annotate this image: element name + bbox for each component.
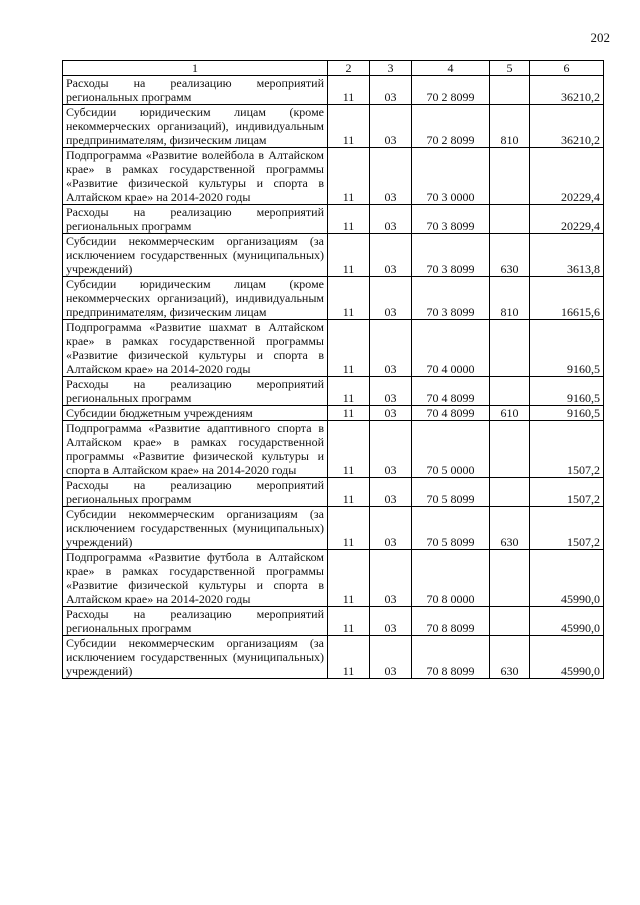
amount: 36210,2 — [530, 105, 604, 148]
amount: 9160,5 — [530, 406, 604, 421]
table-row — [63, 148, 604, 205]
header-col-1: 1 — [63, 61, 328, 76]
table-row — [63, 320, 604, 377]
section-code: 11 — [328, 636, 370, 679]
header-col-5: 5 — [490, 61, 530, 76]
expense-type-code: 630 — [490, 636, 530, 679]
expense-name: Субсидии бюджетным учреждениям — [63, 406, 328, 421]
table-row — [63, 607, 604, 636]
table-row — [63, 76, 604, 105]
target-article-code: 70 8 8099 — [412, 636, 490, 679]
expense-name: Субсидии некоммерческим организациям (за исключением государственных (муниципальных) учреждений) — [63, 636, 328, 679]
section-code: 11 — [328, 550, 370, 607]
table-row — [63, 205, 604, 234]
section-code: 11 — [328, 320, 370, 377]
expense-type-code — [490, 205, 530, 234]
subsection-code: 03 — [370, 105, 412, 148]
expense-name: Расходы на реализацию мероприятий региональных программ — [63, 205, 328, 234]
amount: 45990,0 — [530, 550, 604, 607]
target-article-code: 70 8 8099 — [412, 607, 490, 636]
expense-name: Расходы на реализацию мероприятий региональных программ — [63, 478, 328, 507]
expense-type-code — [490, 421, 530, 478]
section-code: 11 — [328, 406, 370, 421]
target-article-code: 70 4 0000 — [412, 320, 490, 377]
section-code: 11 — [328, 76, 370, 105]
amount: 3613,8 — [530, 234, 604, 277]
section-code: 11 — [328, 105, 370, 148]
expense-type-code: 810 — [490, 105, 530, 148]
amount: 45990,0 — [530, 607, 604, 636]
amount: 9160,5 — [530, 320, 604, 377]
section-code: 11 — [328, 148, 370, 205]
amount: 1507,2 — [530, 507, 604, 550]
expense-name: Расходы на реализацию мероприятий региональных программ — [63, 607, 328, 636]
table-body — [63, 76, 604, 679]
target-article-code: 70 5 8099 — [412, 478, 490, 507]
subsection-code: 03 — [370, 550, 412, 607]
table-row — [63, 478, 604, 507]
header-row — [63, 61, 604, 76]
section-code: 11 — [328, 277, 370, 320]
header-col-3: 3 — [370, 61, 412, 76]
expense-name: Субсидии юридическим лицам (кроме некоммерческих организаций), индивидуальным предпринимателям, физическим лицам — [63, 105, 328, 148]
subsection-code: 03 — [370, 377, 412, 406]
expense-type-code — [490, 607, 530, 636]
section-code: 11 — [328, 234, 370, 277]
table-header — [63, 61, 604, 76]
target-article-code: 70 8 0000 — [412, 550, 490, 607]
subsection-code: 03 — [370, 148, 412, 205]
table-row — [63, 636, 604, 679]
expense-type-code — [490, 478, 530, 507]
subsection-code: 03 — [370, 478, 412, 507]
target-article-code: 70 5 0000 — [412, 421, 490, 478]
section-code: 11 — [328, 205, 370, 234]
subsection-code: 03 — [370, 507, 412, 550]
section-code: 11 — [328, 421, 370, 478]
header-col-6: 6 — [530, 61, 604, 76]
amount: 1507,2 — [530, 421, 604, 478]
expense-type-code — [490, 320, 530, 377]
expense-name: Подпрограмма «Развитие шахмат в Алтайском крае» в рамках государственной программы «Развитие физической культуры и спорта в Алтайском крае» на 2014-2020 годы — [63, 320, 328, 377]
expense-type-code — [490, 76, 530, 105]
target-article-code: 70 3 8099 — [412, 205, 490, 234]
amount: 20229,4 — [530, 205, 604, 234]
subsection-code: 03 — [370, 205, 412, 234]
target-article-code: 70 3 8099 — [412, 234, 490, 277]
subsection-code: 03 — [370, 421, 412, 478]
expense-type-code: 630 — [490, 234, 530, 277]
amount: 45990,0 — [530, 636, 604, 679]
expense-name: Субсидии юридическим лицам (кроме некоммерческих организаций), индивидуальным предпринимателям, физическим лицам — [63, 277, 328, 320]
expense-name: Расходы на реализацию мероприятий региональных программ — [63, 76, 328, 105]
amount: 9160,5 — [530, 377, 604, 406]
subsection-code: 03 — [370, 76, 412, 105]
amount: 36210,2 — [530, 76, 604, 105]
section-code: 11 — [328, 607, 370, 636]
subsection-code: 03 — [370, 320, 412, 377]
amount: 1507,2 — [530, 478, 604, 507]
expense-name: Подпрограмма «Развитие адаптивного спорта в Алтайском крае» в рамках государственной программы «Развитие физической культуры и спорта в Алтайском крае» на 2014-2020 годы — [63, 421, 328, 478]
target-article-code: 70 5 8099 — [412, 507, 490, 550]
table-row — [63, 234, 604, 277]
amount: 16615,6 — [530, 277, 604, 320]
subsection-code: 03 — [370, 406, 412, 421]
table-row — [63, 406, 604, 421]
target-article-code: 70 2 8099 — [412, 76, 490, 105]
table-row — [63, 507, 604, 550]
section-code: 11 — [328, 377, 370, 406]
expense-type-code: 630 — [490, 507, 530, 550]
header-col-2: 2 — [328, 61, 370, 76]
target-article-code: 70 3 8099 — [412, 277, 490, 320]
budget-table — [62, 60, 604, 679]
expense-name: Субсидии некоммерческим организациям (за исключением государственных (муниципальных) учреждений) — [63, 234, 328, 277]
expense-type-code: 810 — [490, 277, 530, 320]
table-row — [63, 421, 604, 478]
table-row — [63, 105, 604, 148]
subsection-code: 03 — [370, 234, 412, 277]
expense-name: Расходы на реализацию мероприятий региональных программ — [63, 377, 328, 406]
expense-type-code — [490, 377, 530, 406]
expense-name: Подпрограмма «Развитие волейбола в Алтайском крае» в рамках государственной программы «Развитие физической культуры и спорта в Алтайском крае» на 2014-2020 годы — [63, 148, 328, 205]
expense-type-code — [490, 148, 530, 205]
expense-type-code — [490, 550, 530, 607]
expense-type-code: 610 — [490, 406, 530, 421]
target-article-code: 70 3 0000 — [412, 148, 490, 205]
header-col-4: 4 — [412, 61, 490, 76]
target-article-code: 70 4 8099 — [412, 406, 490, 421]
amount: 20229,4 — [530, 148, 604, 205]
page-number: 202 — [590, 30, 610, 45]
section-code: 11 — [328, 478, 370, 507]
table-row — [63, 550, 604, 607]
expense-name: Субсидии некоммерческим организациям (за исключением государственных (муниципальных) учреждений) — [63, 507, 328, 550]
expense-name: Подпрограмма «Развитие футбола в Алтайском крае» в рамках государственной программы «Развитие физической культуры и спорта в Алтайском крае» на 2014-2020 годы — [63, 550, 328, 607]
subsection-code: 03 — [370, 636, 412, 679]
subsection-code: 03 — [370, 607, 412, 636]
target-article-code: 70 4 8099 — [412, 377, 490, 406]
subsection-code: 03 — [370, 277, 412, 320]
target-article-code: 70 2 8099 — [412, 105, 490, 148]
table-row — [63, 277, 604, 320]
table-row — [63, 377, 604, 406]
section-code: 11 — [328, 507, 370, 550]
